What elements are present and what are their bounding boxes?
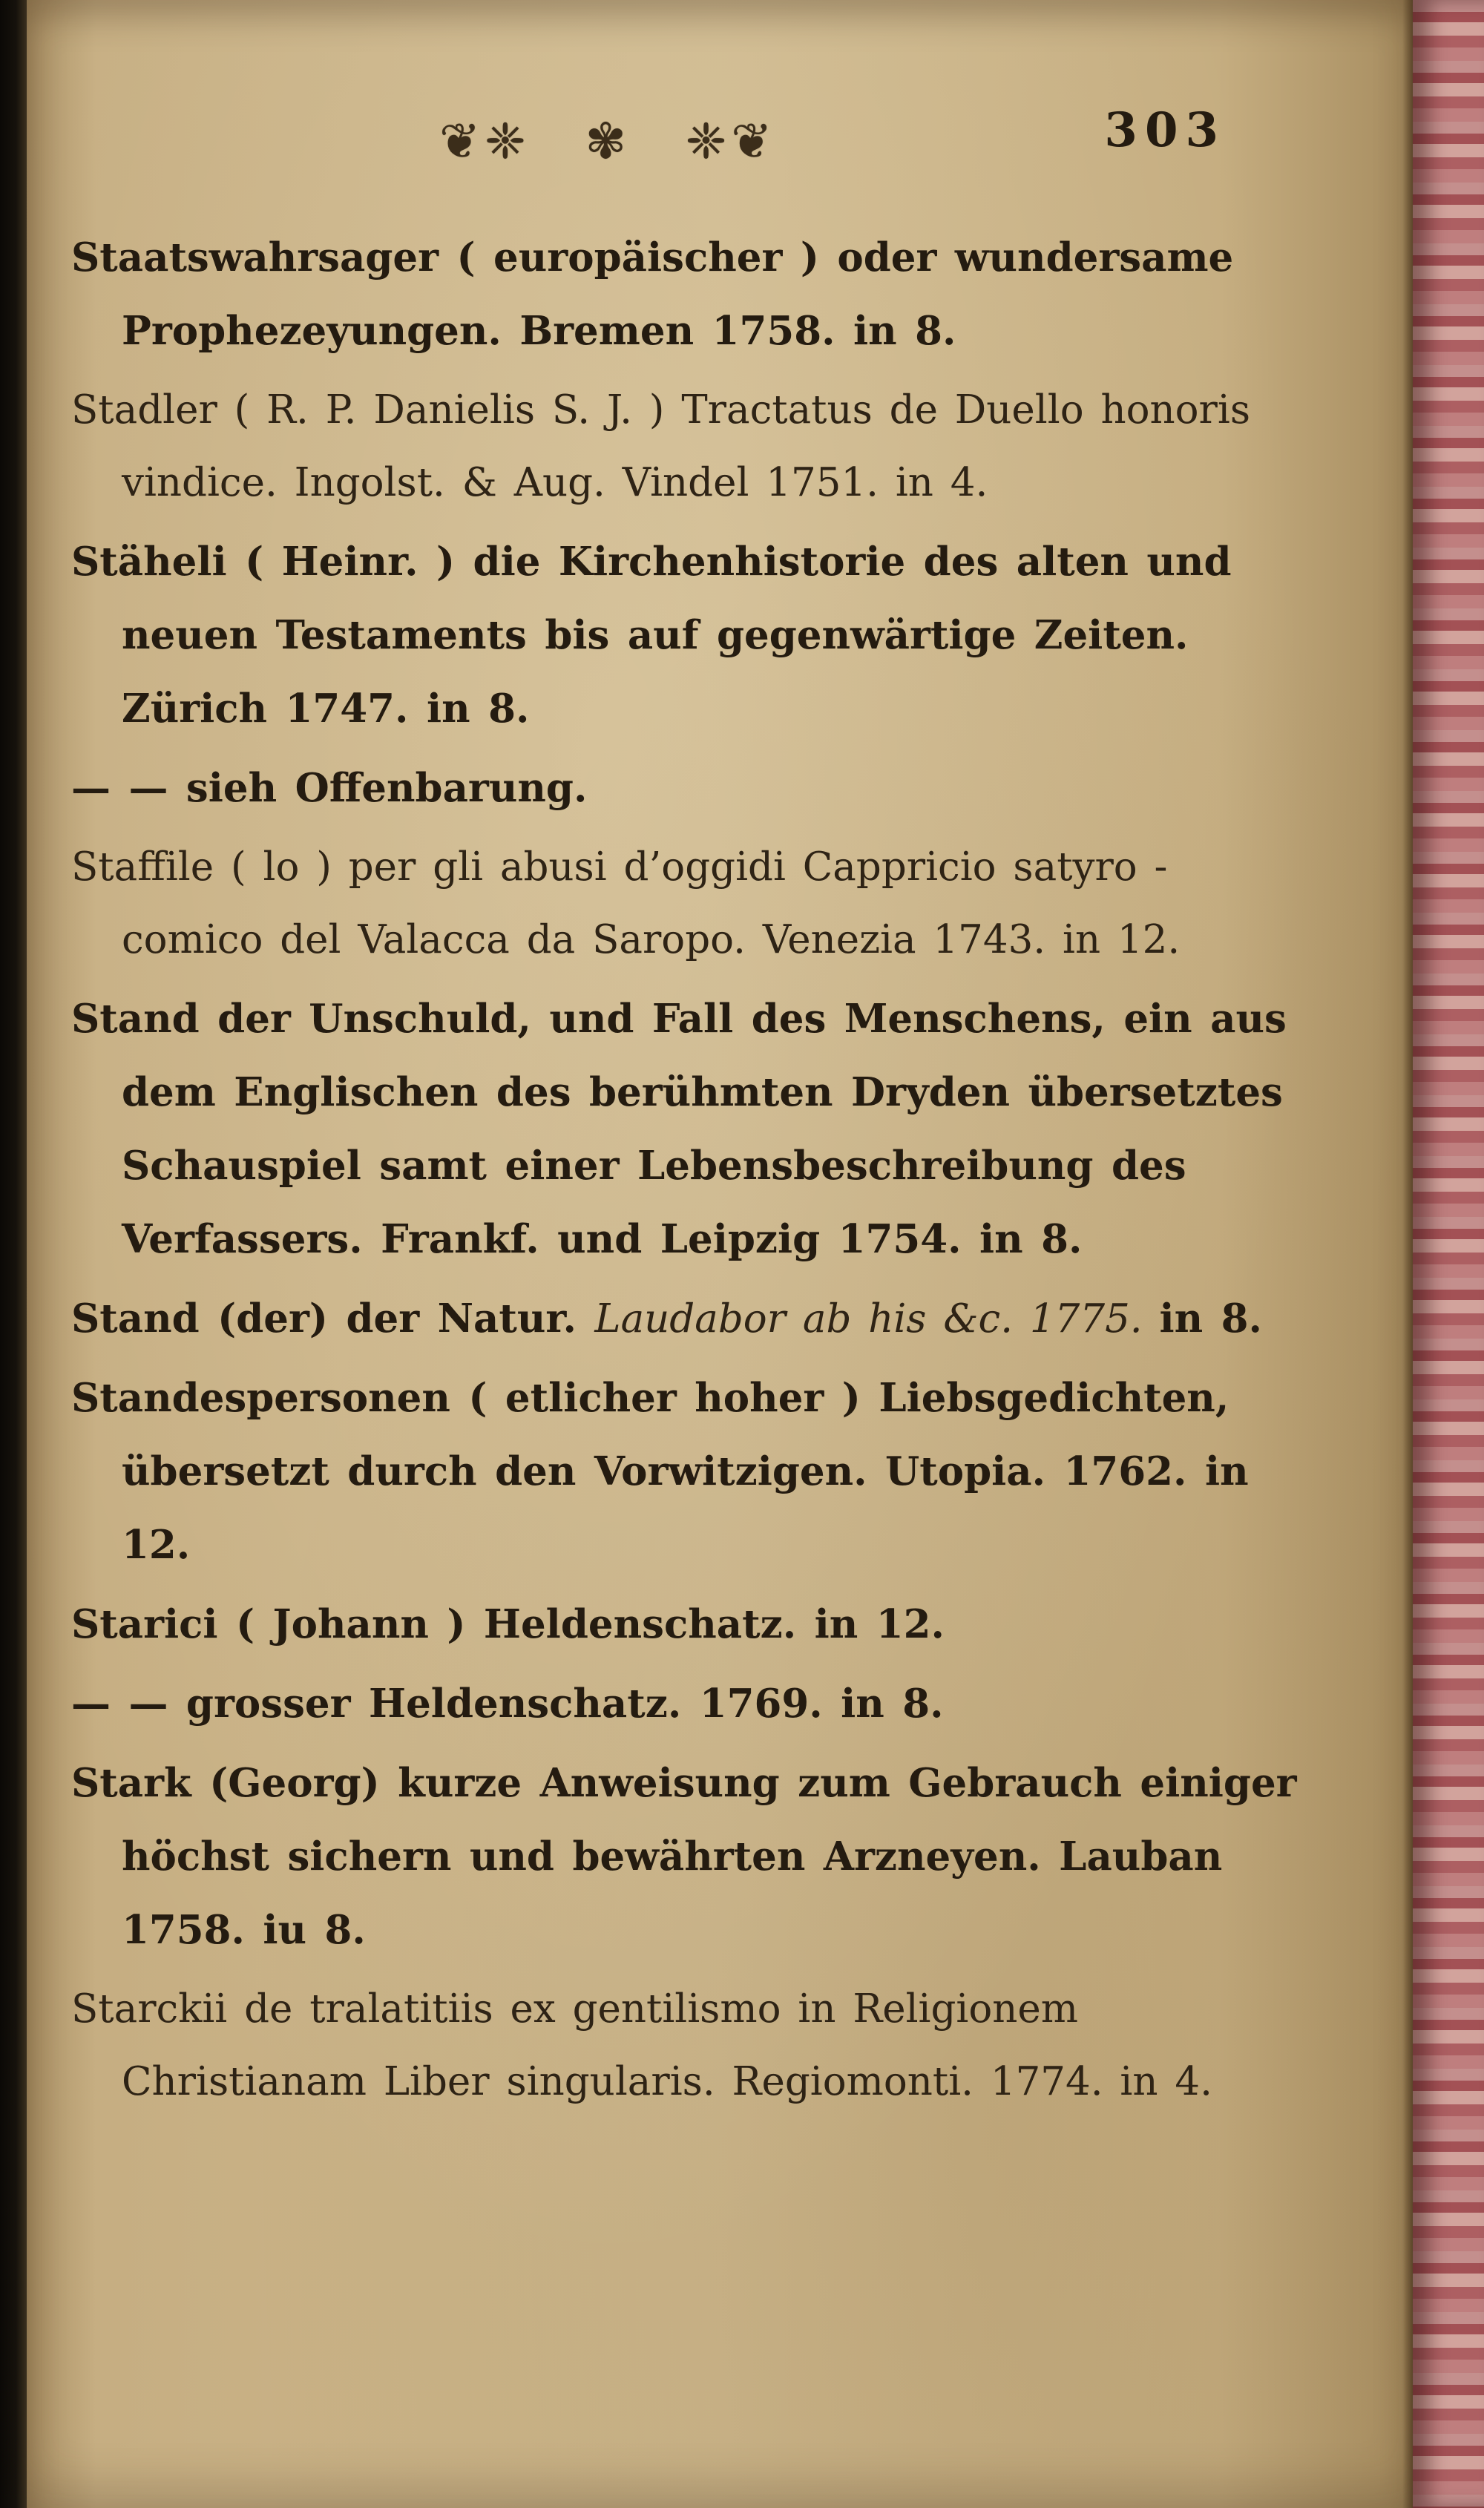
entry-segment: Staatswahrsager ( europäischer ) oder wundersame Prophezeyungen. Bremen 1758. in 8. bbox=[71, 234, 1234, 354]
catalog-entry bbox=[71, 221, 1325, 368]
catalogue-text-block bbox=[71, 221, 1325, 2124]
entry-segment: Stand der Unschuld, und Fall des Menschens, ein aus dem Englischen des berühmten Dryden übersetztes Schauspiel samt einer Lebensbeschreibung des Verfassers. Frankf. und Leipzig 1754. in 8. bbox=[71, 996, 1287, 1262]
catalog-entry bbox=[71, 1282, 1325, 1356]
catalog-entry-cross-reference bbox=[71, 752, 1325, 825]
catalog-entry bbox=[71, 1973, 1325, 2118]
ornament-icon: ✾ bbox=[585, 113, 631, 170]
ornament-icon: ❦❈ bbox=[439, 113, 531, 170]
entry-segment: Staffile ( lo ) per gli abusi d’oggidi Cappricio satyro - comico del Valacca da Saropo. Venezia 1743. in 12. bbox=[71, 844, 1181, 962]
catalog-entry bbox=[71, 374, 1325, 519]
entry-segment: Laudabor ab his &c. 1775. bbox=[594, 1296, 1160, 1342]
catalog-entry bbox=[71, 1588, 1325, 1661]
entry-segment: — — grosser Heldenschatz. 1769. in 8. bbox=[71, 1681, 944, 1727]
ornament-icon: ❈❦ bbox=[685, 113, 777, 170]
printer-ornaments bbox=[439, 113, 777, 170]
entry-segment: Standespersonen ( etlicher hoher ) Liebsgedichten, übersetzt durch den Vorwitzigen. Utopia. 1762. in 12. bbox=[71, 1375, 1249, 1568]
fore-edge-marbling bbox=[1413, 0, 1484, 2508]
spine-gutter-edge bbox=[0, 0, 27, 2508]
entry-segment: — — sieh Offenbarung. bbox=[71, 765, 588, 811]
entry-segment: Stäheli ( Heinr. ) die Kirchenhistorie des alten und neuen Testaments bis auf gegenwärtige Zeiten. Zürich 1747. in 8. bbox=[71, 539, 1232, 732]
entry-segment: Stadler ( R. P. Danielis S. J. ) Tractatus de Duello honoris vindice. Ingolst. & Aug. Vindel 1751. in 4. bbox=[71, 387, 1251, 505]
catalog-entry bbox=[71, 1362, 1325, 1582]
entry-segment: Stark (Georg) kurze Anweisung zum Gebrauch einiger höchst sichern und bewährten Arzneyen. Lauban 1758. iu 8. bbox=[71, 1760, 1297, 1953]
catalog-entry bbox=[71, 525, 1325, 746]
page-number: 303 bbox=[1104, 102, 1226, 158]
catalog-entry bbox=[71, 1747, 1325, 1967]
catalog-entry-cross-reference bbox=[71, 1667, 1325, 1741]
catalog-entry bbox=[71, 831, 1325, 976]
entry-segment: Stand (der) der Natur. bbox=[71, 1296, 595, 1342]
page bbox=[27, 0, 1413, 2508]
entry-segment: Starici ( Johann ) Heldenschatz. in 12. bbox=[71, 1601, 945, 1647]
entry-segment: Starckii de tralatitiis ex gentilismo in Religionem Christianam Liber singularis. Regiomonti. 1774. in 4. bbox=[71, 1986, 1212, 2104]
entry-segment: in 8. bbox=[1159, 1296, 1262, 1342]
catalog-entry bbox=[71, 982, 1325, 1276]
